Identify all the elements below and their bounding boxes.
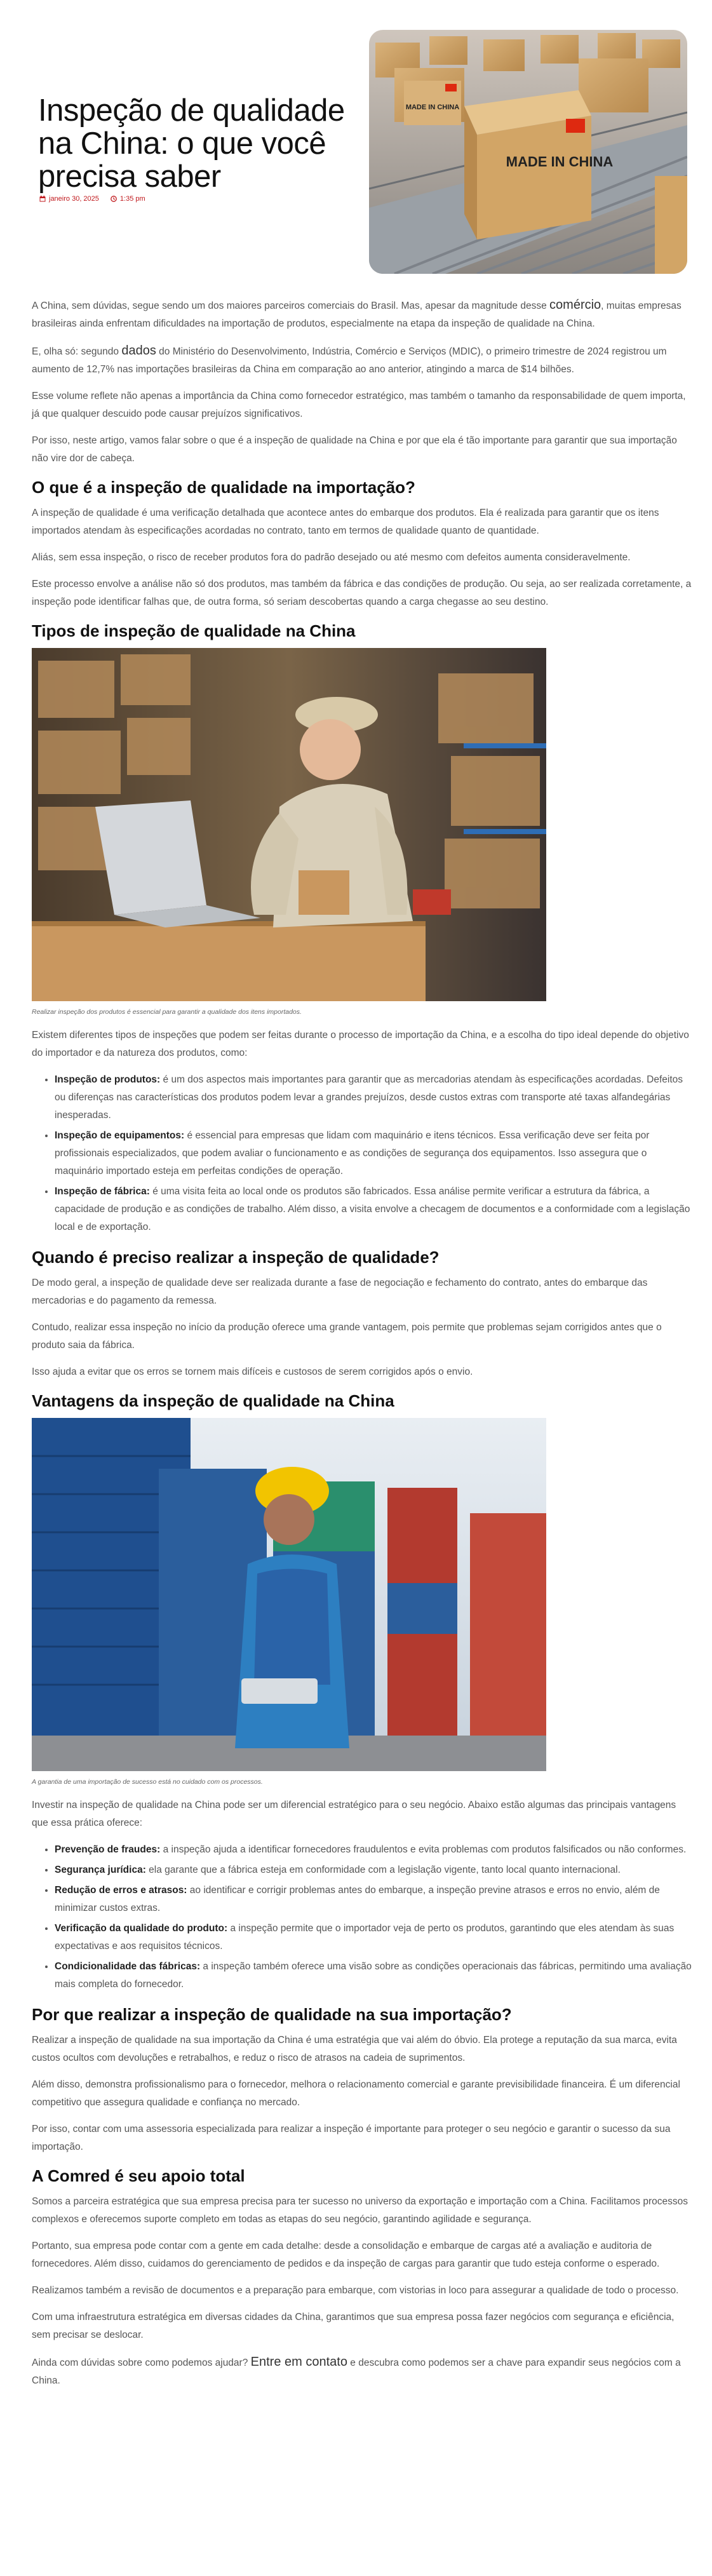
inspection-types-list	[32, 1071, 692, 1236]
s1-paragraph-3: Este processo envolve a análise não só dos produtos, mas também da fábrica e das condições de produção. Ou seja, ao ser realizada corretamente, a inspeção pode identificar falhas que, de outra forma, só seriam descobertas quando a carga chegasse ao seu destino.	[32, 579, 692, 607]
intro-paragraph-3: Esse volume reflete não apenas a importância da China como fornecedor estratégico, mas também o tamanho da responsabilidade de quem importa, já que qualquer descuido pode causar prejuízos significativos.	[32, 391, 686, 419]
commerce-link[interactable]: comércio	[549, 298, 601, 312]
list-item: • Inspeção de fábrica: é uma visita feita ao local onde os produtos são fabricados. Essa análise permite verificar a estrutura da fábrica, a capacidade de produção e as condições de trabalho. Além disso, a visita envolve a checagem de documentos e a conformidade com a legislação local e de exportação.	[55, 1183, 692, 1236]
section-heading-advantages: Vantagens da inspeção de qualidade na China	[32, 1391, 394, 1410]
intro-paragraph-1: A China, sem dúvidas, segue sendo um dos maiores parceiros comerciais do Brasil. Mas, apesar da magnitude desse comércio, muitas empresas brasileiras ainda enfrentam dificuldades na importação de produtos, especialmente na etapa da inspeção de qualidade na China.	[32, 298, 682, 329]
section-heading-comred: A Comred é seu apoio total	[32, 2166, 245, 2185]
s6-paragraph-1: Somos a parceira estratégica que sua empresa precisa para ter sucesso no universo da exportação e importação com a China. Facilitamos processos complexos e oferecemos suporte completo em todas as etapas do seu negócio, garantindo agilidade e segurança.	[32, 2196, 688, 2225]
s6-paragraph-2: Portanto, sua empresa pode contar com a gente em cada detalhe: desde a consolidação e embarque de cargas até a avaliação e auditoria de fornecedores. Além disso, cuidamos do gerenciamento de pedidos e da inspeção de cargas para garantir que tudo esteja conforme o esperado.	[32, 2241, 660, 2269]
s1-paragraph-2: Aliás, sem essa inspeção, o risco de receber produtos fora do padrão desejado ou até mesmo com defeitos aumenta consideravelmente.	[32, 552, 631, 563]
s6-paragraph-4: Com uma infraestrutura estratégica em diversas cidades da China, garantimos que sua empresa possa fazer negócios com segurança e eficiência, sem precisar se deslocar.	[32, 2312, 675, 2340]
s6-paragraph-3: Realizamos também a revisão de documentos e a preparação para embarque, com vistorias in loco para assegurar a qualidade de todo o processo.	[32, 2285, 679, 2296]
section-heading-when: Quando é preciso realizar a inspeção de qualidade?	[32, 1248, 440, 1267]
article-content	[32, 296, 692, 2399]
list-item: • Redução de erros e atrasos: ao identificar e corrigir problemas antes do embarque, a inspeção previne atrasos e erros no envio, além de minimizar custos extras.	[55, 1882, 692, 1917]
box-label-small: MADE IN CHINA	[405, 104, 460, 111]
s2-paragraph-1: Existem diferentes tipos de inspeções que podem ser feitas durante o processo de importação da China, e a escolha do tipo ideal depende do objetivo do importador e da natureza dos produtos, como:	[32, 1030, 689, 1058]
s5-paragraph-2: Além disso, demonstra profissionalismo para o fornecedor, melhora o relacionamento comercial e garante previsibilidade financeira. É um diferencial competitivo que assegura qualidade e confiança no mercado.	[32, 2079, 680, 2108]
intro-paragraph-2: E, olha só: segundo dados do Ministério do Desenvolvimento, Indústria, Comércio e Serviços (MDIC), o primeiro trimestre de 2024 registrou um aumento de 12,7% nas importações brasileiras da China em comparação ao ano anterior, atingindo a marca de $14 bilhões.	[32, 344, 667, 375]
advantages-list	[32, 1841, 692, 1993]
calendar-icon	[39, 196, 46, 202]
post-date-label: janeiro 30, 2025	[49, 195, 99, 203]
list-item: • Segurança jurídica: ela garante que a fábrica esteja em conformidade com a legislação vigente, tanto local quanto internacional.	[55, 1861, 692, 1879]
conveyor-boxes-illustration	[369, 30, 687, 274]
s1-paragraph-1: A inspeção de qualidade é uma verificação detalhada que acontece antes do embarque dos produtos. Ela é realizada para garantir que os itens importados atendam às especificações acordadas no contrato, tanto em termos de qualidade quanto de quantidade.	[32, 508, 659, 536]
post-meta	[39, 195, 145, 203]
s5-paragraph-3: Por isso, contar com uma assessoria especializada para realizar a inspeção é importante para proteger o seu negócio e garantir o sucesso da sua importação.	[32, 2124, 671, 2152]
list-item: • Condicionalidade das fábricas: a inspeção também oferece uma visão sobre as condições operacionais das fábricas, permitindo uma avaliação mais completa do fornecedor.	[55, 1958, 692, 1993]
clock-icon	[111, 196, 117, 202]
contact-link[interactable]: Entre em contato	[250, 2355, 347, 2369]
post-date	[39, 195, 99, 203]
box-label-main: MADE IN CHINA	[506, 154, 614, 170]
hero-image	[369, 30, 687, 274]
inspector-laptop-image	[32, 648, 546, 1001]
section-heading-types: Tipos de inspeção de qualidade na China	[32, 621, 356, 640]
port-worker-image	[32, 1418, 546, 1771]
figure-caption-2: A garantia de uma importação de sucesso está no cuidado com os processos.	[32, 1778, 263, 1786]
intro-paragraph-4: Por isso, neste artigo, vamos falar sobre o que é a inspeção de qualidade na China e por que ela é tão importante para garantir que sua importação não vire dor de cabeça.	[32, 435, 677, 464]
data-link[interactable]: dados	[121, 344, 156, 358]
s3-paragraph-2: Contudo, realizar essa inspeção no início da produção oferece uma grande vantagem, pois permite que problemas sejam corrigidos antes que o produto saia da fábrica.	[32, 1322, 662, 1351]
article-header	[0, 0, 712, 280]
section-heading-why: Por que realizar a inspeção de qualidade na sua importação?	[32, 2005, 512, 2024]
page-title: Inspeção de qualidade na China: o que você precisa saber	[38, 93, 345, 194]
post-time-label: 1:35 pm	[119, 195, 145, 203]
s3-paragraph-3: Isso ajuda a evitar que os erros se tornem mais difíceis e custosos de serem corrigidos após o envio.	[32, 1366, 473, 1377]
list-item: • Inspeção de produtos: é um dos aspectos mais importantes para garantir que as mercadorias atendam às especificações acordadas. Defeitos ou diferenças nas características dos produtos podem levar a grandes prejuízos, desde custos extras com transporte até taxas alfandegárias inesperadas.	[55, 1071, 692, 1124]
s5-paragraph-1: Realizar a inspeção de qualidade na sua importação da China é uma estratégia que vai além do óbvio. Ela protege a reputação da sua marca, evita custos ocultos com devoluções e retrabalhos, e reduz o risco de atrasos na cadeia de suprimentos.	[32, 2035, 677, 2063]
s3-paragraph-1: De modo geral, a inspeção de qualidade deve ser realizada durante a fase de negociação e fechamento do contrato, antes do embarque das mercadorias e do pagamento da remessa.	[32, 1278, 648, 1306]
s4-paragraph-1: Investir na inspeção de qualidade na China pode ser um diferencial estratégico para o seu negócio. Abaixo estão algumas das principais vantagens que essa prática oferece:	[32, 1800, 676, 1828]
list-item: • Verificação da qualidade do produto: a inspeção permite que o importador veja de perto os produtos, garantindo que eles atendam às suas expectativas e aos requisitos técnicos.	[55, 1920, 692, 1955]
figure-caption-1: Realizar inspeção dos produtos é essencial para garantir a qualidade dos itens importados.	[32, 1008, 302, 1016]
post-time	[111, 195, 145, 203]
section-heading-what-is: O que é a inspeção de qualidade na importação?	[32, 478, 415, 497]
s6-paragraph-5: Ainda com dúvidas sobre como podemos ajudar? Entre em contato e descubra como podemos ser a chave para expandir seus negócios com a China.	[32, 2355, 681, 2386]
list-item: • Prevenção de fraudes: a inspeção ajuda a identificar fornecedores fraudulentos e evita problemas com produtos falsificados ou não conformes.	[55, 1841, 692, 1859]
list-item: • Inspeção de equipamentos: é essencial para empresas que lidam com maquinário e itens técnicos. Essa verificação deve ser feita por profissionais especializados, que podem avaliar o funcionamento e as condições de segurança dos equipamentos. Isso assegura que o maquinário importado esteja em perfeitas condições de operação.	[55, 1127, 692, 1180]
